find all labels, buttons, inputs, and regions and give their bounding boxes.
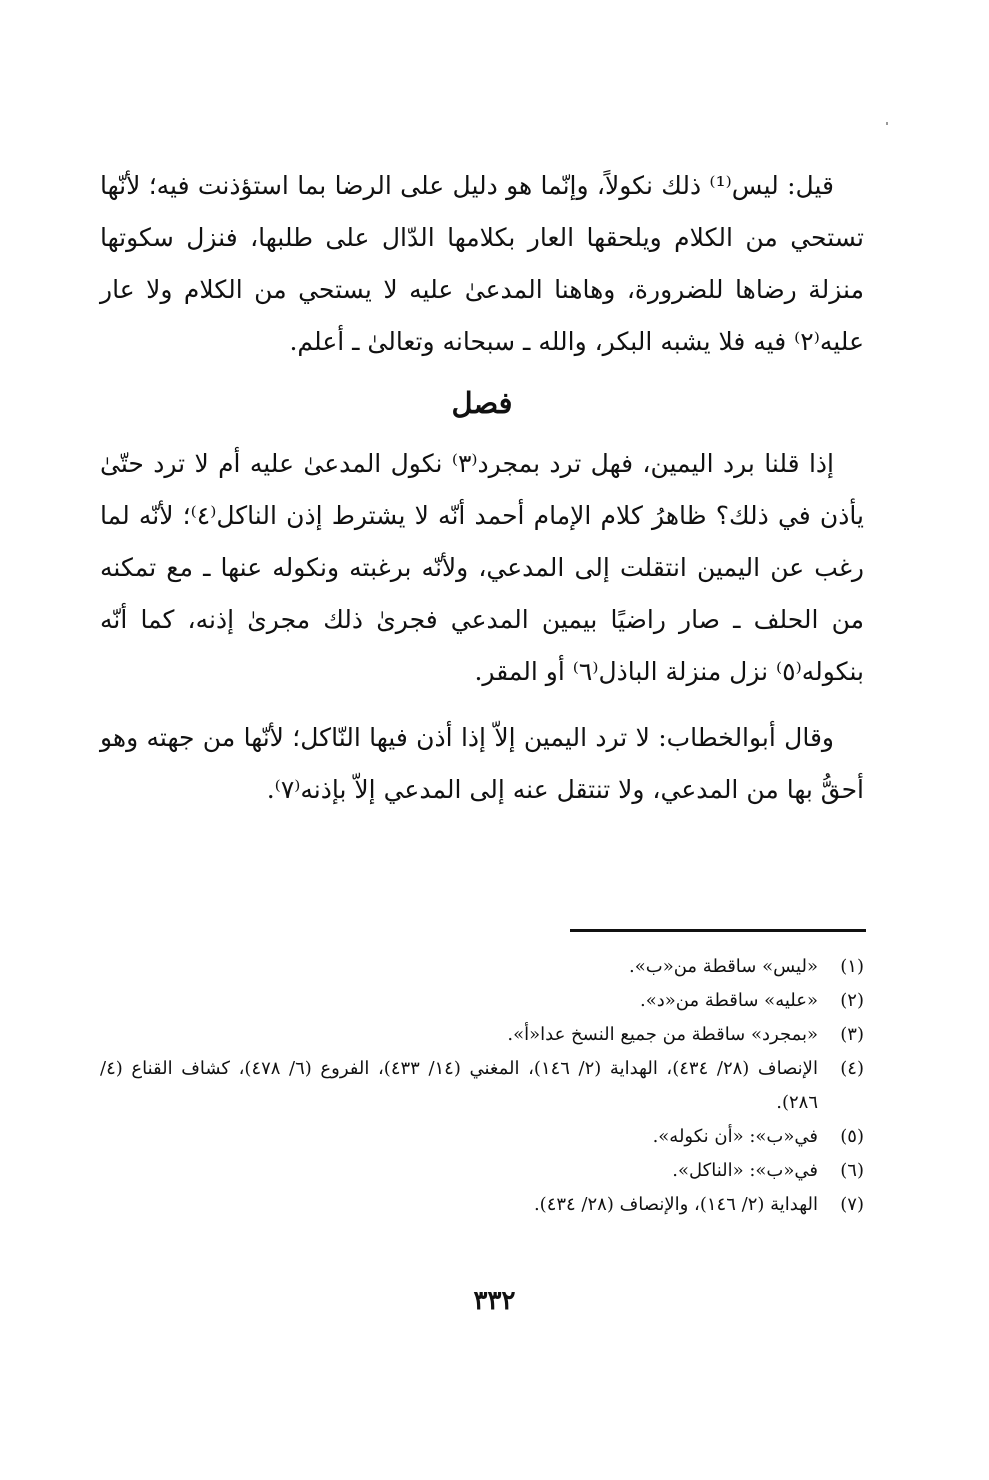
scan-speck	[886, 122, 888, 125]
footnote-number: (٦)	[840, 1160, 864, 1181]
footnote-text: في«ب»: «أن نكوله».	[652, 1126, 818, 1147]
footnote-number: (٧)	[840, 1194, 864, 1215]
footnote-4	[100, 1052, 864, 1120]
footnote-6	[100, 1154, 864, 1188]
footnote-5	[100, 1120, 864, 1154]
paragraph-2: إذا قلنا برد اليمين، فهل ترد بمجرد⁽٣⁾ نكول المدعىٰ عليه أم لا ترد حتّىٰ يأذن في ذلك؟ ظاهرُ كلام الإمام أحمد أنّه لا يشترط إذن الناكل⁽٤⁾؛ لأنّه لما رغب عن اليمين انتقلت إلى المدعي، ولأنّه برغبته ونكوله عنها ـ مع تمكنه من الحلف ـ صار راضيًا بيمين المدعي فجرىٰ ذلك مجرىٰ إذنه، كما أنّه بنكوله⁽٥⁾ نزل منزلة الباذل⁽٦⁾ أو المقر.	[100, 449, 865, 686]
footnotes	[100, 950, 864, 1222]
footnote-number: (٥)	[840, 1126, 864, 1147]
footnote-text: «ليس» ساقطة من«ب».	[629, 956, 818, 977]
footnote-3	[100, 1018, 864, 1052]
footnote-text: الهداية (٢/ ١٤٦)، والإنصاف (٢٨/ ٤٣٤).	[533, 1194, 818, 1215]
footnote-separator	[570, 929, 866, 932]
footnote-number: (١)	[840, 956, 864, 977]
footnote-number: (٤)	[840, 1058, 864, 1079]
main-text	[100, 160, 864, 816]
paragraph-1: قيل: ليس⁽¹⁾ ذلك نكولاً، وإنّما هو دليل على الرضا بما استؤذنت فيه؛ لأنّها تستحي من الكلام ويلحقها العار بكلامها الدّال على طلبها، فنزل سكوتها منزلة رضاها للضرورة، وهاهنا المدعىٰ عليه لا يستحي من الكلام ولا عار عليه⁽٢⁾ فيه فلا يشبه البكر، والله ـ سبحانه وتعالىٰ ـ أعلم.	[100, 171, 864, 356]
footnote-2	[100, 984, 864, 1018]
footnote-number: (٣)	[840, 1024, 864, 1045]
footnote-number: (٢)	[840, 990, 864, 1011]
section-heading: فصل	[451, 386, 513, 420]
footnote-text: «عليه» ساقطة من«د».	[640, 990, 818, 1011]
footnote-text: في«ب»: «الناكل».	[672, 1160, 818, 1181]
footnote-text: «بمجرد» ساقطة من جميع النسخ عدا«أ».	[507, 1024, 818, 1045]
footnote-text: الإنصاف (٢٨/ ٤٣٤)، الهداية (٢/ ١٤٦)، المغني (١٤/ ٤٣٣)، الفروع (٦/ ٤٧٨)، كشاف القناع (٤/ ٢٨٦).	[100, 1058, 818, 1113]
paragraph-3: وقال أبوالخطاب: لا ترد اليمين إلاّ إذا أذن فيها النّاكل؛ لأنّها من جهته وهو أحقُّ بها من المدعي، ولا تنتقل عنه إلى المدعي إلاّ بإذنه⁽٧⁾.	[100, 723, 864, 804]
page-number: ٣٣٢	[473, 1286, 516, 1316]
footnote-1	[100, 950, 864, 984]
footnote-7	[100, 1188, 864, 1222]
